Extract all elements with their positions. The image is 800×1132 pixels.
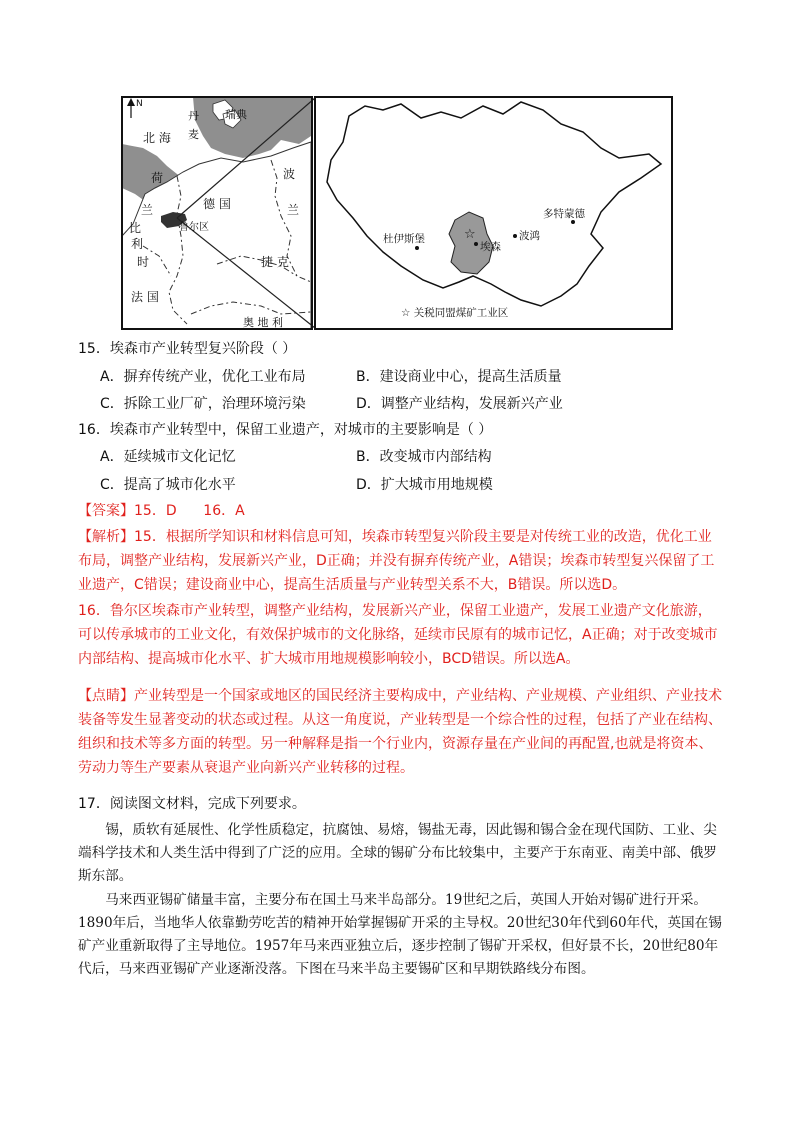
map-legend: ☆ 关税同盟煤矿工业区	[401, 307, 509, 319]
label-poland-1: 波	[283, 167, 296, 181]
north-label: N	[136, 99, 143, 109]
answer-text: 15．D 16．A	[134, 503, 245, 519]
label-germany: 德 国	[203, 197, 231, 211]
q16-option-d: D．扩大城市用地规模	[356, 477, 493, 493]
q15-option-b: B．建设商业中心，提高生活质量	[356, 369, 562, 385]
map-figure	[121, 96, 673, 330]
europe-map	[122, 97, 315, 329]
q16-option-c: C．提高了城市化水平	[100, 477, 236, 493]
label-austria: 奥 地 利	[243, 316, 283, 329]
city-dot-bochum	[513, 234, 517, 238]
label-france: 法 国	[131, 290, 159, 304]
label-belgium-1: 比	[129, 221, 142, 235]
question-17-stem: 17．阅读图文材料，完成下列要求。	[78, 796, 306, 812]
q16-option-a: A．延续城市文化记忆	[100, 449, 236, 465]
label-bochum: 波鸿	[519, 230, 540, 242]
q15-option-c: C．拆除工业厂矿，治理环境污染	[100, 396, 306, 412]
city-dot-essen	[474, 242, 478, 246]
analysis-16: 16．鲁尔区埃森市产业转型，调整产业结构，发展新兴产业，保留工业遗产，发展工业遗产文化旅游，可以传承城市的工业文化，有效保护城市的文化脉络，延续市民原有的城市记忆，A正确；对于改变城市内部结构、提高城市化水平、扩大城市用地规模影响较小，BCD错误。所以选A。	[78, 603, 718, 667]
label-dortmund: 多特蒙德	[543, 208, 585, 220]
label-poland-2: 兰	[287, 203, 300, 217]
analysis-15-text: 15．根据所学知识和材料信息可知，埃森市转型复兴阶段主要是对传统工业的改造，优化工业布局，调整产业结构，发展新兴产业，D正确；并没有摒弃传统产业，A错误；埃森市转型复兴保留了工业遗产，C错误；建设商业中心，提高生活质量与产业转型关系不大，B错误。所以选D。	[78, 529, 715, 593]
dianjing-tag: 【点睛】	[78, 688, 134, 704]
label-belgium-3: 时	[137, 255, 150, 269]
label-north-sea: 北 海	[143, 131, 171, 145]
label-essen: 埃森	[480, 241, 501, 253]
label-netherlands-2: 兰	[141, 203, 154, 217]
q15-option-d: D．调整产业结构，发展新兴产业	[356, 396, 563, 412]
label-sweden: 瑞典	[225, 108, 247, 121]
label-czech: 捷 克	[261, 255, 289, 269]
label-netherlands-1: 荷	[151, 171, 164, 185]
label-ruhr: 鲁尔区	[179, 222, 209, 233]
label-belgium-2: 利	[131, 237, 144, 251]
answer-line	[78, 501, 245, 521]
city-dot-dortmund	[571, 220, 575, 224]
label-denmark: 丹 麦	[186, 110, 200, 142]
answer-tag: 【答案】	[78, 503, 134, 519]
q15-option-a: A．摒弃传统产业，优化工业布局	[100, 369, 306, 385]
dianjing	[78, 684, 723, 780]
industrial-zone-star-icon: ☆	[464, 227, 476, 242]
analysis-tag: 【解析】	[78, 529, 134, 545]
q16-option-b: B．改变城市内部结构	[356, 449, 492, 465]
map-svg	[121, 96, 673, 330]
q17-material-1: 锡，质软有延展性、化学性质稳定，抗腐蚀、易熔，锡盐无毒，因此锡和锡合金在现代国防、工业、尖端科学技术和人类生活中得到了广泛的应用。全球的锡矿分布比较集中，主要产于东南亚、南美中部、俄罗斯东部。	[78, 822, 717, 884]
question-15-stem: 15．埃森市产业转型复兴阶段（ ）	[78, 341, 297, 357]
city-dot-duisburg	[415, 246, 419, 250]
dianjing-text: 产业转型是一个国家或地区的国民经济主要构成中，产业结构、产业规模、产业组织、产业技术装备等发生显著变动的状态或过程。从这一角度说，产业转型是一个综合性的过程，包括了产业在结构、组织和技术等多方面的转型。另一种解释是指一个行业内，资源存量在产业间的再配置,也就是将资本、劳动力等生产要素从衰退产业向新兴产业转移的过程。	[78, 688, 722, 776]
analysis-15	[78, 525, 723, 597]
q17-material-2: 马来西亚锡矿储量丰富，主要分布在国土马来半岛部分。19世纪之后，英国人开始对锡矿进行开采。1890年后，当地华人依靠勤劳吃苦的精神开始掌握锡矿开采的主导权。20世纪30年代到60年代，英国在锡矿产业重新取得了主导地位。1957年马来西亚独立后，逐步控制了锡矿开采权，但好景不长，20世纪80年代后，马来西亚锡矿产业逐渐没落。下图在马来半岛主要锡矿区和早期铁路线分布图。	[78, 892, 722, 977]
label-duisburg: 杜伊斯堡	[383, 233, 425, 245]
ruhr-detail-map	[315, 97, 672, 329]
question-16-stem: 16．埃森市产业转型中，保留工业遗产，对城市的主要影响是（ ）	[78, 422, 493, 438]
